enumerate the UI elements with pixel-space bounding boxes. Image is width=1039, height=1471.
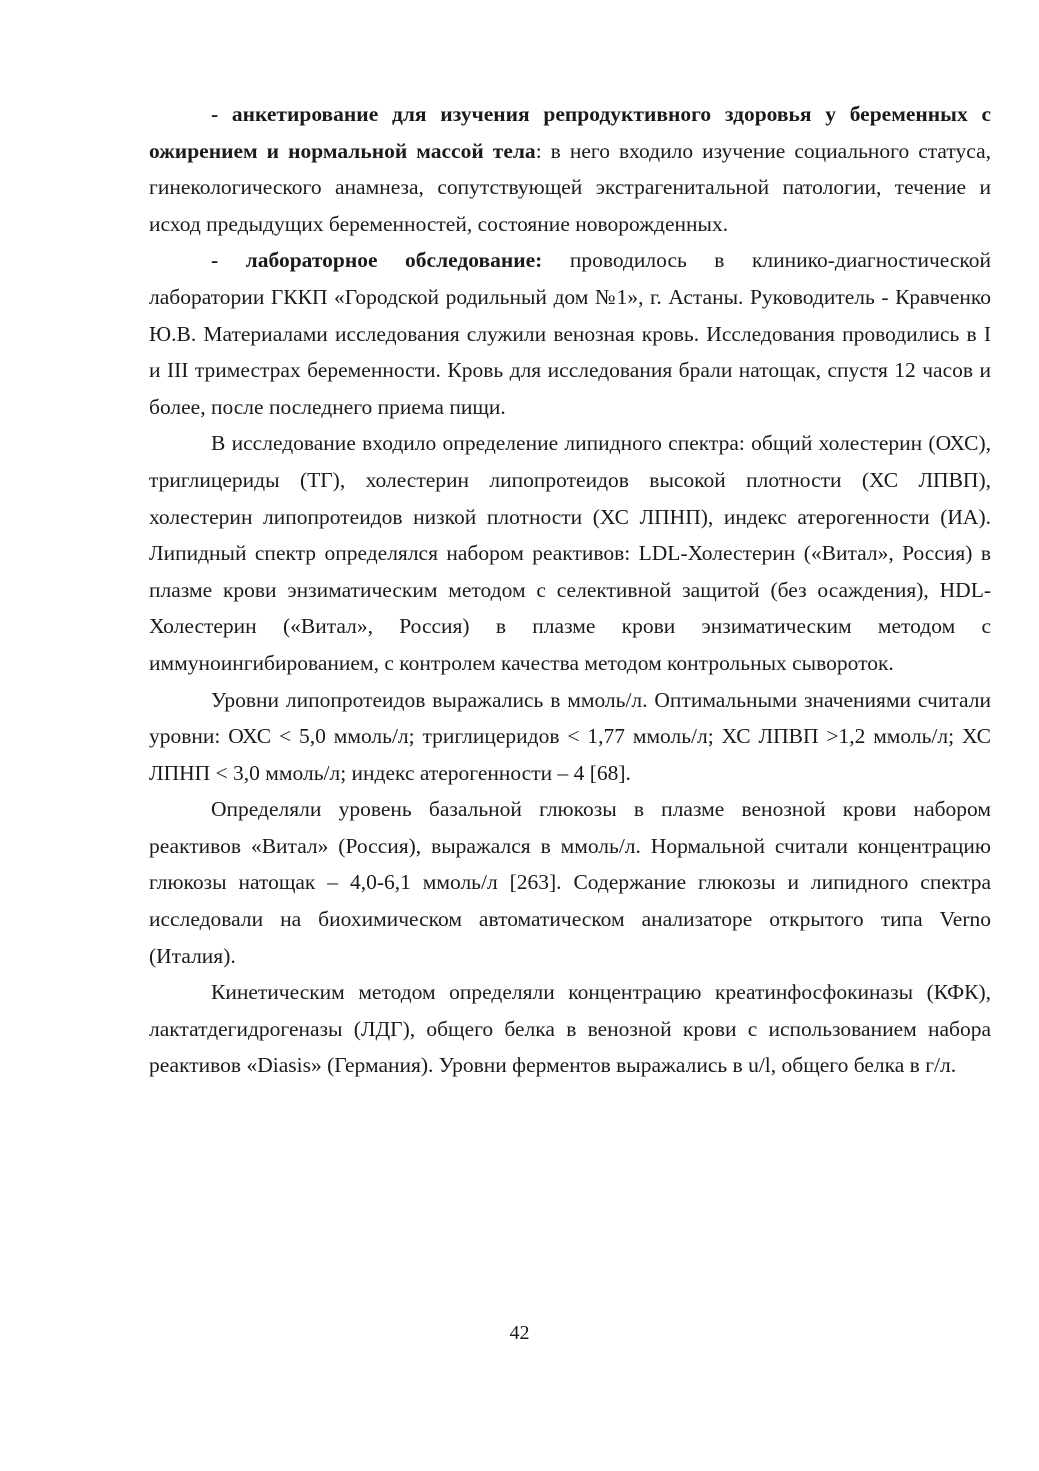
- paragraph-survey-heading: - анкетирование для изучения репродуктивного здоровья у беременных с ожирением и нормальной массой тела: [149, 102, 991, 163]
- paragraph-lipoprotein-levels: Уровни липопротеидов выражались в ммоль/л. Оптимальными значениями считали уровни: ОХС < 5,0 ммоль/л; триглицеридов < 1,77 ммоль/л; ХС ЛПВП >1,2 ммоль/л; ХС ЛПНП < 3,0 ммоль/л; индекс атерогенности – 4 [68].: [149, 687, 991, 785]
- paragraph-survey: [149, 96, 991, 242]
- paragraph-lipid-spectrum: В исследование входило определение липидного спектра: общий холестерин (ОХС), триглицериды (ТГ), холестерин липопротеидов высокой плотности (ХС ЛПВП), холестерин липопротеидов низкой плотности (ХС ЛПНП), индекс атерогенности (ИА). Липидный спектр определялся набором реактивов: LDL-Холестерин («Витал», Россия) в плазме крови энзиматическим методом с селективной защитой (без осаждения), HDL-Холестерин («Витал», Россия) в плазме крови энзиматическим методом с иммуноингибированием, с контролем качества методом контрольных сывороток.: [149, 431, 991, 675]
- page-number: 42: [509, 1322, 530, 1344]
- paragraph-lab-exam-text: проводилось в клинико-диагностической лаборатории ГККП «Городской родильный дом №1», г. Астаны. Руководитель - Кравченко Ю.В. Материалами исследования служили венозная кровь. Исследования проводились в I и III триместрах беременности. Кровь для исследования брали натощак, спустя 12 часов и более, после последнего приема пищи.: [149, 248, 991, 419]
- paragraph-lab-exam-heading: - лабораторное обследование:: [211, 248, 543, 273]
- document-body: [149, 96, 991, 1084]
- paragraph-lab-exam: [149, 242, 991, 425]
- paragraph-survey-text: : в него входило изучение социального статуса, гинекологического анамнеза, сопутствующей экстрагенитальной патологии, течение и исход предыдущих беременностей, состояние новорожденных.: [149, 138, 992, 236]
- paragraph-glucose: Определяли уровень базальной глюкозы в плазме венозной крови набором реактивов «Витал» (Россия), выражался в ммоль/л. Нормальной считали концентрацию глюкозы натощак – 4,0-6,1 ммоль/л [263]. Содержание глюкозы и липидного спектра исследовали на биохимическом автоматическом анализаторе открытого типа Verno (Италия).: [149, 797, 991, 968]
- paragraph-enzymes: Кинетическим методом определяли концентрацию креатинфосфокиназы (КФК), лактатдегидрогеназы (ЛДГ), общего белка в венозной крови с использованием набора реактивов «Diasis» (Германия). Уровни ферментов выражались в u/l, общего белка в г/л.: [149, 980, 991, 1078]
